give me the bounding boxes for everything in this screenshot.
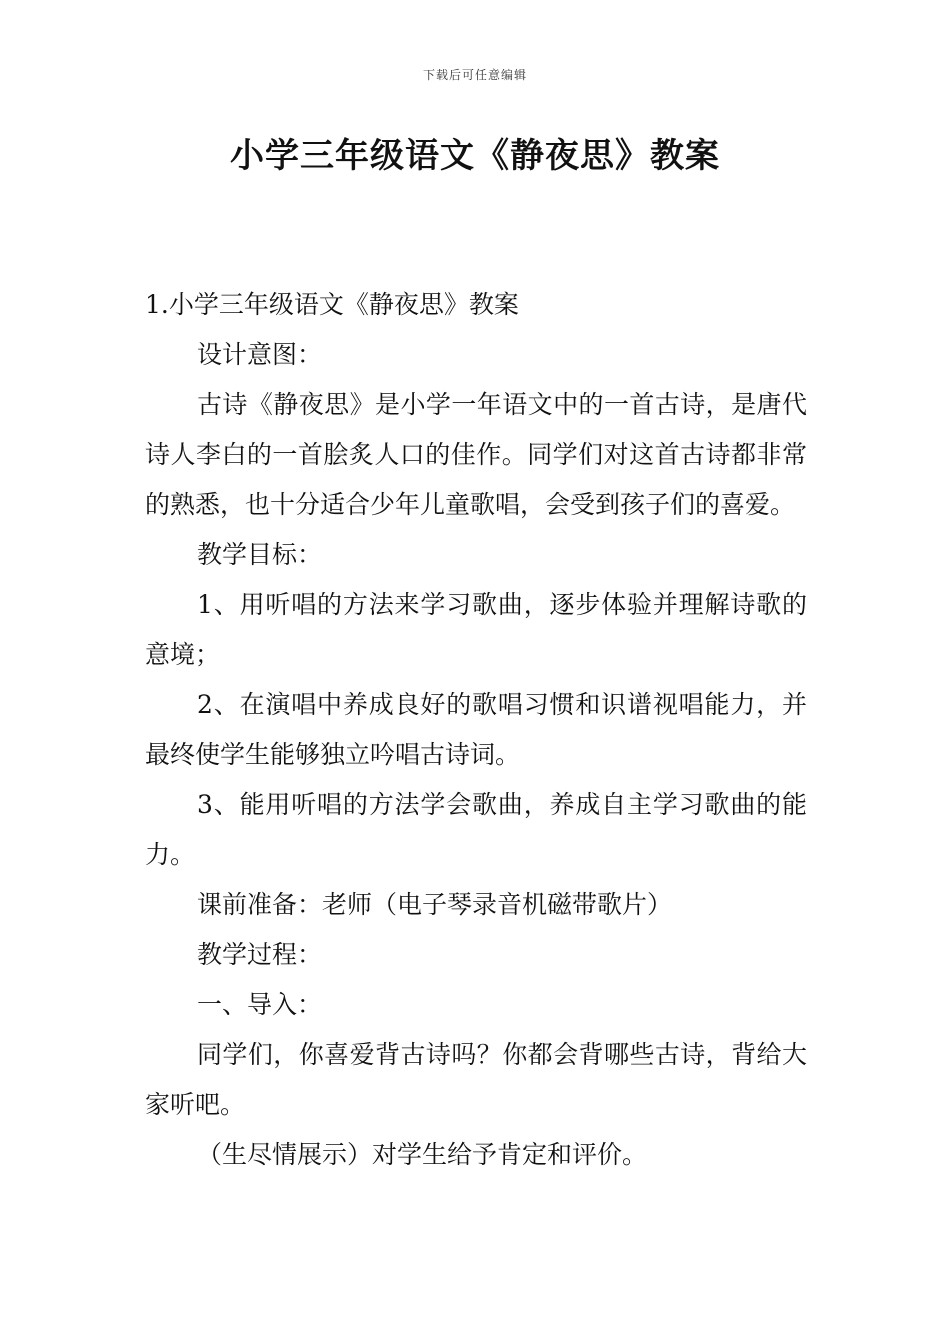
section-heading: 1.小学三年级语文《静夜思》教案 (145, 290, 519, 319)
paragraph-design-intent-label: 设计意图： (197, 340, 323, 369)
paragraph-intro: 同学们，你喜爱背古诗吗？你都会背哪些古诗，背给大家听吧。 (145, 1040, 807, 1119)
document-title: 小学三年级语文《静夜思》教案 (230, 136, 720, 176)
paragraph-goal-3: 3、能用听唱的方法学会歌曲，养成自主学习歌曲的能力。 (145, 790, 807, 869)
paragraph-process-label: 教学过程： (197, 940, 323, 969)
paragraph-goal-1: 1、用听唱的方法来学习歌曲，逐步体验并理解诗歌的意境； (145, 590, 807, 669)
header-note: 下载后可任意编辑 (422, 68, 527, 82)
paragraph-preparation: 课前准备：老师（电子琴录音机磁带歌片） (197, 890, 673, 919)
paragraph-intro-label: 一、导入： (197, 990, 323, 1019)
paragraph-design-intent: 古诗《静夜思》是小学一年语文中的一首古诗，是唐代诗人李白的一首脍炙人口的佳作。同学们对这首古诗都非常的熟悉，也十分适合少年儿童歌唱，会受到孩子们的喜爱。 (145, 390, 807, 519)
paragraph-goals-label: 教学目标： (197, 540, 323, 569)
paragraph-student-display: （生尽情展示）对学生给予肯定和评价。 (197, 1140, 648, 1169)
document-body (145, 280, 807, 1180)
paragraph-goal-2: 2、在演唱中养成良好的歌唱习惯和识谱视唱能力，并最终使学生能够独立吟唱古诗词。 (145, 690, 807, 769)
